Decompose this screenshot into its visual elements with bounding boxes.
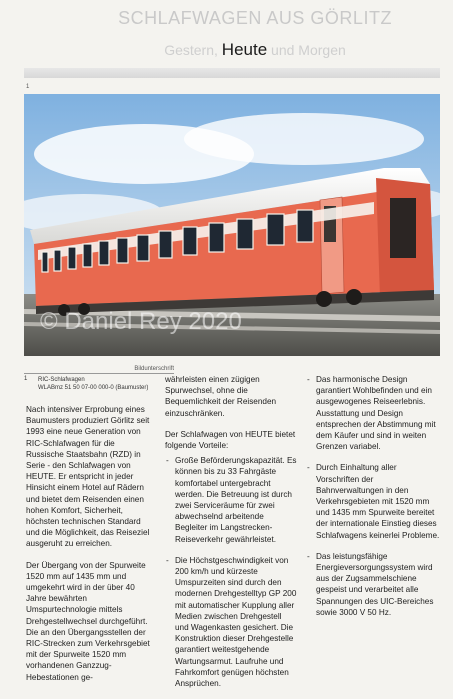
bullet-item: - Große Beförderungskapazität. Es können bis zu 33 Fahrgäste komfortabel untergebracht werden. Die Betreuung ist durch zwei Serviceräume für zwei abwechselnd arbeitende Begleiter im Langstrecken-Reiseverkehr gewährleistet. (165, 455, 297, 545)
page-title: SCHLAFWAGEN AUS GÖRLITZ (118, 8, 392, 28)
subtitle-highlight: Heute (221, 40, 268, 59)
paragraph: Der Übergang von der Spurweite 1520 mm auf 1435 mm und umgekehrt wird in der über 40 Jahre bewährten Umspurtechnologie mittels Drehgestellwechsel durchgeführt. Die an den Übergangsstellen der RIC-Strecken zum Verkehrsgebiet mit der Spurweite 1520 mm vorhandenen Ganzzug-Hebestationen ge- (26, 560, 150, 682)
copyright-watermark: © Daniel Rey 2020 (40, 308, 242, 335)
caption-row (24, 376, 174, 392)
figure-number: 1 (26, 84, 30, 90)
text-column-1 (26, 404, 154, 693)
paragraph: währleisten einen zügigen Spurwechsel, ohne die Bequemlichkeit der Reisenden einzuschränken. (165, 375, 277, 418)
caption-text (38, 376, 148, 392)
figure-caption (24, 366, 174, 392)
caption-line-1: RIC-Schlafwagen (38, 377, 85, 383)
text-column-3 (306, 374, 440, 628)
paragraph: Nach intensiver Erprobung eines Baumusters produziert Görlitz seit 1993 eine neue Generation von RIC-Schlafwagen für die Russische Staatsbahn (RZD) in Serie - den Schlafwagen von HEUTE. Er entspricht in jeder Hinsicht einem Hotel auf Rädern und bietet dem Reisenden einen hohen Komfort, Sicherheit, höchsten technischen Standard und die Möglichkeit, das Reiseziel ausgeruht zu erreichen. (26, 405, 150, 549)
header-band (24, 68, 440, 78)
caption-number: 1 (24, 376, 28, 382)
caption-line-2: WLABmz 51 50 07-00 000-0 (Baumuster) (38, 385, 149, 391)
bullet-item: - Durch Einhaltung aller Vorschriften der Bahnverwaltungen in den Verkehrsgebieten mit 1520 mm und 1435 mm Spurweite bereitet der internationale Einstieg dieses Schlafwagens keinerlei Probleme. (306, 462, 440, 540)
paragraph: Der Schlafwagen von HEUTE bietet folgende Vorteile: (165, 429, 296, 451)
page-subtitle (70, 40, 440, 60)
text-column-2 (165, 374, 297, 699)
subtitle-pre: Gestern, (164, 42, 222, 58)
bullet-item: - Die Höchstgeschwindigkeit von 200 km/h und kürzeste Umspurzeiten sind durch den modernen Drehgestelltyp GP 200 mit automatischer Kupplung aller Medien zwischen Drehgestell und Wagenkasten gesichert. Die Konstruktion dieser Drehgestelle garantiert weitestgehende Wartungsarmut. Laufruhe und Fahrkomfort genügen höchsten Ansprüchen. (165, 555, 297, 689)
bullet-item: - Das leistungsfähige Energieversorgungssystem wird aus der Zugsammelschiene gespeist und verarbeitet alle Spannungen des UIC-Bereiches sowie 3000 V 50 Hz. (306, 551, 440, 618)
subtitle-post: und Morgen (267, 42, 346, 58)
bullet-item: - Das harmonische Design garantiert Wohlbefinden und ein ausgewogenes Reiseerlebnis. Ausstattung und Design entsprechen der Abstimmung mit dem Käufer und sind in weiten Grenzen variabel. (306, 374, 440, 452)
caption-heading: Bildunterschrift (24, 366, 174, 374)
